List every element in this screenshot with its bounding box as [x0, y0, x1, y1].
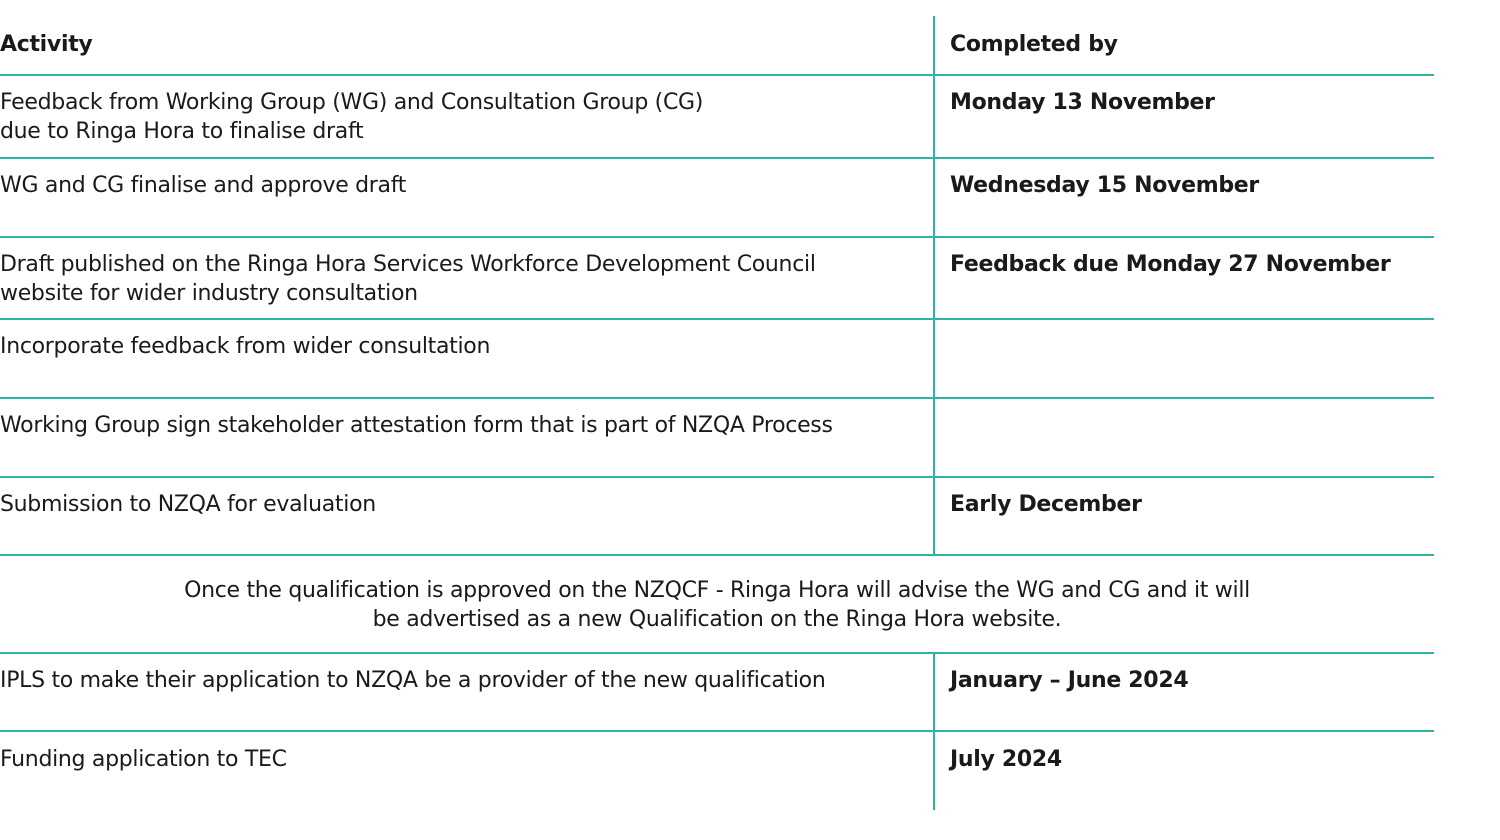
row-completed-by: Early December — [950, 492, 1142, 517]
row-divider — [0, 476, 1434, 478]
row-divider — [0, 554, 1434, 556]
row-divider — [0, 157, 1434, 159]
row-divider — [0, 318, 1434, 320]
row-completed-by: January – June 2024 — [950, 668, 1189, 693]
activity-line: Working Group sign stakeholder attestation form that is part of NZQA Process — [0, 413, 833, 438]
row-activity: IPLS to make their application to NZQA be a provider of the new qualification — [0, 668, 826, 693]
row-activity — [0, 88, 703, 146]
row-completed-by: Wednesday 15 November — [950, 173, 1259, 198]
row-divider — [0, 730, 1434, 732]
activity-line: Submission to NZQA for evaluation — [0, 492, 376, 517]
row-activity — [0, 490, 376, 519]
header-completed-by: Completed by — [950, 32, 1118, 57]
note-line: Once the qualification is approved on the NZQCF - Ringa Hora will advise the WG and CG and it will — [184, 578, 1250, 603]
activity-line: Draft published on the Ringa Hora Services Workforce Development Council — [0, 252, 816, 277]
activity-line: WG and CG finalise and approve draft — [0, 173, 407, 198]
row-completed-by: July 2024 — [950, 747, 1062, 772]
row-completed-by: Monday 13 November — [950, 90, 1215, 115]
row-divider — [0, 74, 1434, 76]
row-activity — [0, 332, 490, 361]
activity-line: Incorporate feedback from wider consultation — [0, 334, 491, 359]
activity-line: due to Ringa Hora to finalise draft — [0, 119, 364, 144]
row-completed-by: Feedback due Monday 27 November — [950, 252, 1391, 277]
note-line: be advertised as a new Qualification on the Ringa Hora website. — [372, 607, 1062, 632]
activity-line: website for wider industry consultation — [0, 281, 418, 306]
approval-note — [0, 576, 1434, 634]
header-activity: Activity — [0, 32, 93, 57]
activity-line: Feedback from Working Group (WG) and Consultation Group (CG) — [0, 90, 704, 115]
row-activity — [0, 411, 833, 440]
row-divider — [0, 397, 1434, 399]
row-activity — [0, 250, 816, 308]
column-divider-upper — [933, 16, 935, 556]
row-activity: Funding application to TEC — [0, 747, 287, 772]
row-activity — [0, 171, 406, 200]
row-divider — [0, 236, 1434, 238]
row-divider — [0, 652, 1434, 654]
